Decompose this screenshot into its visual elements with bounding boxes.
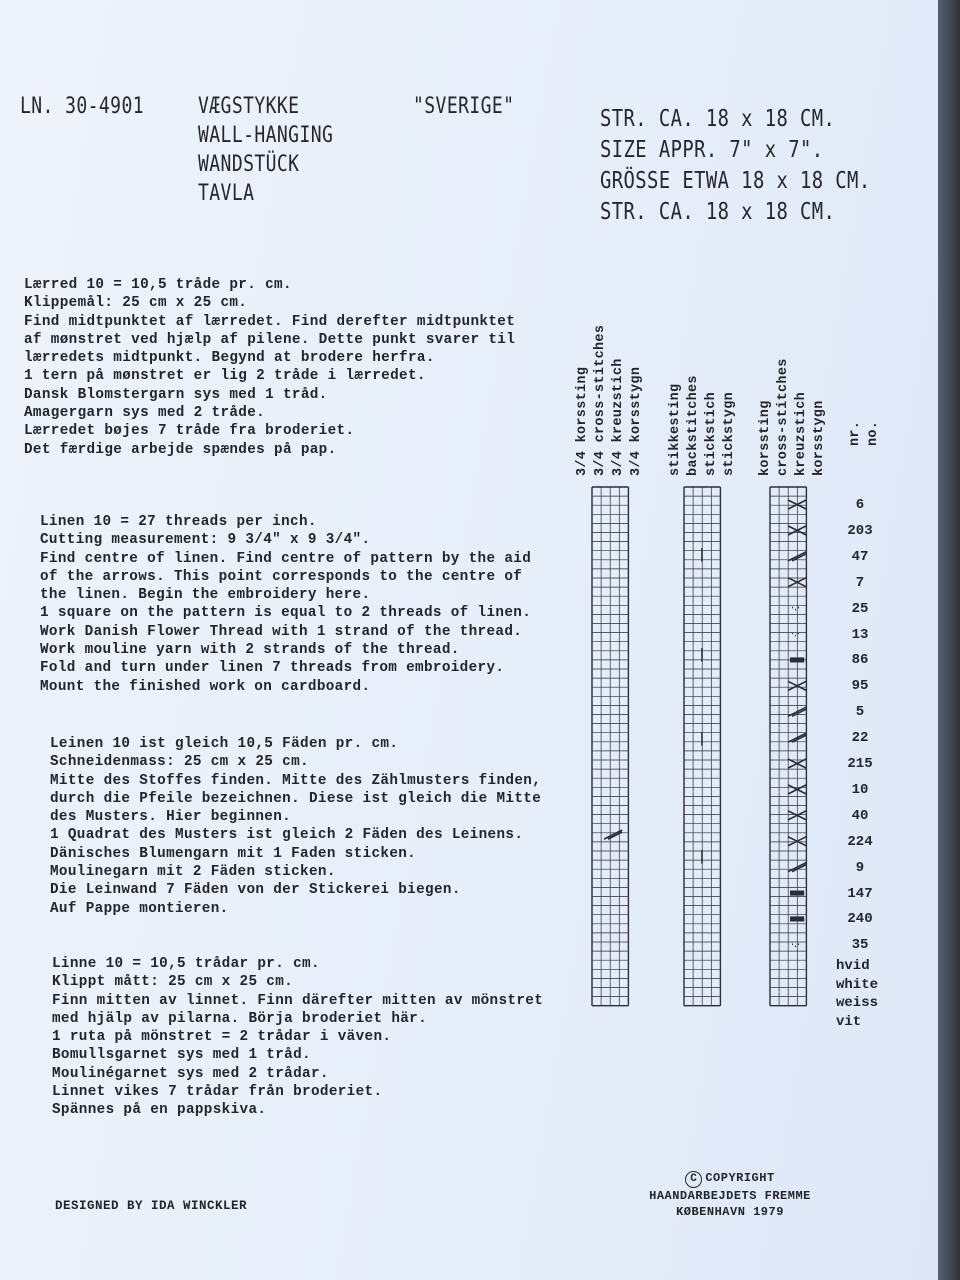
german-line: Auf Pappe montieren.	[50, 900, 229, 917]
title-german: WANDSTÜCK	[198, 152, 300, 177]
size-danish: STR. CA. 18 x 18 CM.	[600, 106, 836, 132]
legend-header-three-quarter: 3/4 cross-stitches	[593, 324, 608, 476]
legend-number: 9	[855, 859, 865, 876]
legend-number: 95	[851, 678, 869, 695]
legend-number: 224	[847, 833, 873, 850]
german-line: Leinen 10 ist gleich 10,5 Fäden pr. cm.	[50, 736, 399, 752]
backstitch-grid	[684, 487, 720, 1006]
stitch-symbol	[790, 916, 804, 921]
english-line: Work Danish Flower Thread with 1 strand of the thread.	[40, 623, 523, 640]
stitch-symbol	[790, 891, 804, 896]
english-line: Fold and turn under linen 7 threads from embroidery.	[40, 660, 505, 677]
legend-number: 147	[847, 885, 873, 902]
german-line: des Musters. Hier beginnen.	[50, 809, 292, 826]
legend-number: 25	[851, 600, 869, 617]
legend-header-backstitch: stickstich	[704, 391, 719, 476]
english-line: 1 square on the pattern is equal to 2 threads of linen.	[40, 605, 532, 622]
german-line: Mitte des Stoffes finden. Mitte des Zählmusters finden,	[50, 772, 542, 789]
german-line: 1 Quadrat des Musters ist gleich 2 Fäden des Leinens.	[50, 827, 524, 844]
cross-stitch-grid	[770, 487, 806, 1006]
stitch-symbol	[792, 634, 799, 636]
legend-number: 35	[851, 937, 869, 954]
swedish-line: Klippt mått: 25 cm x 25 cm.	[52, 974, 294, 991]
copyright-block: C COPYRIGHT HAANDARBEJDETS FREMME KØBENHAVN 1979	[649, 1171, 811, 1219]
legend-header-cross-stitch: korssting	[758, 400, 773, 476]
legend-number: 215	[847, 756, 873, 772]
size-english: SIZE APPR. 7" x 7".	[600, 137, 824, 163]
legend-number: 13	[851, 626, 869, 643]
stitch-symbol	[792, 608, 799, 610]
german-line: Dänisches Blumengarn mit 1 Faden sticken.	[50, 845, 417, 862]
legend-header-three-quarter: 3/4 korssting	[575, 366, 590, 476]
danish-line: Lærredet bøjes 7 tråde fra broderiet.	[24, 423, 355, 440]
legend-header-cross-stitch: korsstygn	[812, 400, 827, 476]
stitch-symbol	[790, 657, 804, 662]
legend-number: 240	[847, 911, 873, 928]
german-line: Moulinegarn mit 2 Fäden sticken.	[50, 864, 336, 881]
legend-number: 10	[851, 781, 869, 798]
german-line: durch die Pfeile bezeichnen. Diese ist gleich die Mitte	[50, 790, 542, 807]
designer-credit: DESIGNED BY IDA WINCKLER	[55, 1199, 248, 1213]
swedish-line: Bomullsgarnet sys med 1 tråd.	[52, 1047, 311, 1064]
legend-header-backstitch: stikkesting	[668, 383, 683, 476]
english-line: Find centre of linen. Find centre of pattern by the aid	[40, 550, 532, 567]
legend-number: 6	[855, 497, 865, 513]
danish-line: Dansk Blomstergarn sys med 1 tråd.	[24, 386, 328, 403]
legend-header-three-quarter: 3/4 korsstygn	[629, 366, 644, 476]
english-line: Work mouline yarn with 2 strands of the thread.	[40, 642, 460, 659]
copyright-icon: C	[685, 1171, 702, 1188]
stitch-symbol	[792, 944, 799, 946]
swedish-line: Finn mitten av linnet. Finn därefter mitten av mönstret	[52, 992, 544, 1009]
danish-line: Find midtpunktet af lærredet. Find derefter midtpunktet	[24, 313, 516, 330]
legend-header-cross-stitch: kreuzstich	[794, 391, 809, 476]
legend-header-backstitch: stickstygn	[722, 391, 737, 476]
danish-line: Klippemål: 25 cm x 25 cm.	[24, 295, 248, 312]
legend-header-three-quarter: 3/4 kreuzstich	[611, 358, 626, 476]
english-line: the linen. Begin the embroidery here.	[40, 587, 371, 604]
danish-line: Amagergarn sys med 2 tråde.	[24, 405, 266, 422]
german-line: Schneidenmass: 25 cm x 25 cm.	[50, 754, 309, 771]
legend-number: 86	[851, 652, 869, 669]
legend-number: 22	[851, 730, 869, 747]
three-quarter-stitch-grid	[592, 487, 628, 1006]
swedish-line: 1 ruta på mönstret = 2 trådar i väven.	[52, 1029, 392, 1046]
size-swedish: STR. CA. 18 x 18 CM.	[600, 199, 836, 225]
english-line: Cutting measurement: 9 3/4" x 9 3/4".	[40, 532, 371, 549]
danish-line: Lærred 10 = 10,5 tråde pr. cm.	[24, 277, 292, 293]
german-line: Die Leinwand 7 Fäden von der Stickerei biegen.	[50, 882, 461, 899]
english-line: Linen 10 = 27 threads per inch.	[40, 514, 317, 530]
swedish-line: med hjälp av pilarna. Börja broderiet här.	[52, 1010, 428, 1027]
swedish-line: Linnet vikes 7 trådar från broderiet.	[52, 1084, 383, 1101]
article-number: LN. 30-4901	[20, 94, 144, 119]
legend-number: 203	[847, 522, 873, 539]
legend-header-number: no.	[866, 420, 881, 446]
title-english: WALL-HANGING	[198, 123, 334, 148]
legend-header-cross-stitch: cross-stitches	[776, 358, 791, 476]
legend-header-backstitch: backstitches	[686, 375, 701, 476]
danish-line: af mønstret ved hjælp af pilene. Dette punkt svarer til	[24, 331, 516, 348]
pattern-name: "SVERIGE"	[413, 94, 515, 119]
danish-line: lærredets midtpunkt. Begynd at brodere herfra.	[24, 350, 435, 367]
legend-number: 5	[855, 704, 865, 721]
legend-header-number: nr.	[848, 420, 863, 446]
swedish-line: Spännes på en pappskiva.	[52, 1102, 267, 1119]
legend-number: 47	[851, 548, 869, 565]
english-line: Mount the finished work on cardboard.	[40, 678, 371, 695]
size-german: GRÖSSE ETWA 18 x 18 CM.	[600, 168, 871, 194]
title-danish: VÆGSTYKKE	[198, 94, 300, 119]
english-line: of the arrows. This point corresponds to the centre of	[40, 568, 523, 585]
swedish-line: Linne 10 = 10,5 trådar pr. cm.	[52, 956, 320, 972]
swedish-line: Moulinégarnet sys med 2 trådar.	[52, 1065, 329, 1082]
legend-number: 7	[855, 574, 865, 591]
legend-number: 40	[851, 807, 869, 824]
danish-line: 1 tern på mønstret er lig 2 tråde i lærredet.	[24, 368, 426, 385]
danish-line: Det færdige arbejde spændes på pap.	[24, 441, 337, 458]
title-swedish: TAVLA	[198, 181, 255, 206]
white-yarn-labels: hvid white weiss vit	[836, 958, 879, 1030]
